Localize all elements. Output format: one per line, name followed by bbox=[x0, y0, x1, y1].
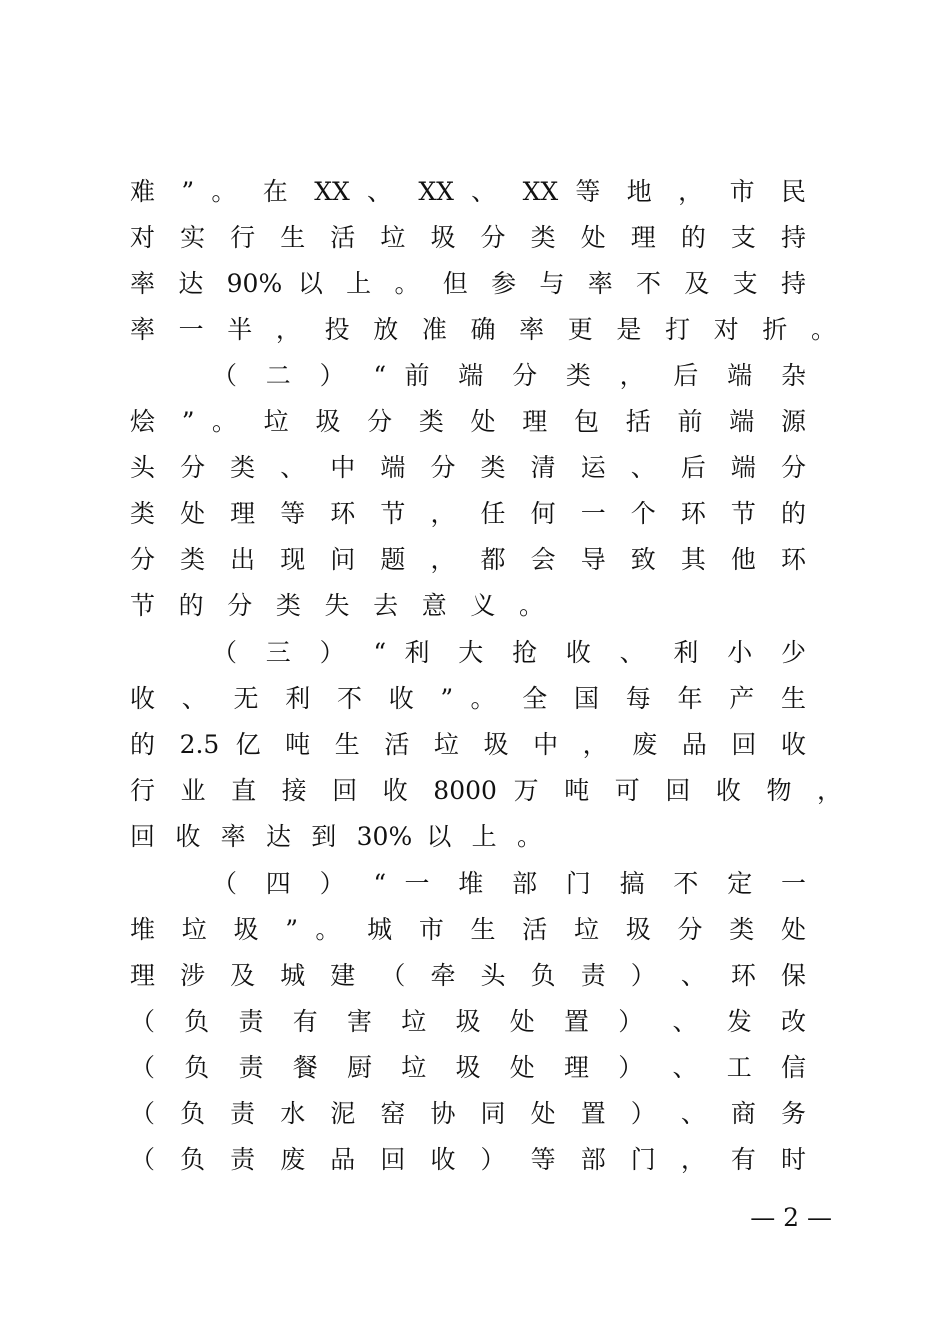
text-line: 分 类 出 现 问 题 ， 都 会 导 致 其 他 环 bbox=[130, 545, 806, 574]
text-line: （ 负 责 废 品 回 收 ） 等 部 门 ， 有 时 bbox=[130, 1145, 806, 1174]
page-number: — 2 — bbox=[750, 1203, 832, 1232]
text-line: 率 达 90% 以 上 。 但 参 与 率 不 及 支 持 bbox=[130, 269, 806, 298]
section-heading-line: （ 四 ） “ 一 堆 部 门 搞 不 定 一 bbox=[212, 869, 806, 898]
section-heading-line: （ 三 ） “ 利 大 抢 收 、 利 小 少 bbox=[212, 638, 806, 667]
text-line: 难 ” 。 在 XX 、 XX 、 XX 等 地 ， 市 民 bbox=[130, 177, 806, 206]
text-line: 收 、 无 利 不 收 ” 。 全 国 每 年 产 生 bbox=[130, 684, 806, 713]
text-line: 理 涉 及 城 建 （ 牵 头 负 责 ） 、 环 保 bbox=[130, 961, 806, 990]
text-line: （ 负 责 有 害 垃 圾 处 置 ） 、 发 改 bbox=[130, 1007, 806, 1036]
text-line: 率 一 半 ， 投 放 准 确 率 更 是 打 对 折 。 bbox=[130, 315, 836, 344]
text-line: 烩 ” 。 垃 圾 分 类 处 理 包 括 前 端 源 bbox=[130, 407, 806, 436]
text-line: 堆 垃 圾 ” 。 城 市 生 活 垃 圾 分 类 处 bbox=[130, 915, 806, 944]
text-line: 回 收 率 达 到 30% 以 上 。 bbox=[130, 822, 542, 851]
text-line: （ 负 责 餐 厨 垃 圾 处 理 ） 、 工 信 bbox=[130, 1053, 806, 1082]
text-line: 类 处 理 等 环 节 ， 任 何 一 个 环 节 的 bbox=[130, 499, 806, 528]
text-line: 头 分 类 、 中 端 分 类 清 运 、 后 端 分 bbox=[130, 453, 806, 482]
text-line: （ 负 责 水 泥 窑 协 同 处 置 ） 、 商 务 bbox=[130, 1099, 806, 1128]
text-line: 对 实 行 生 活 垃 圾 分 类 处 理 的 支 持 bbox=[130, 223, 806, 252]
text-line: 节 的 分 类 失 去 意 义 。 bbox=[130, 591, 544, 620]
text-line: 的 2.5 亿 吨 生 活 垃 圾 中 ， 废 品 回 收 bbox=[130, 730, 806, 759]
section-heading-line: （ 二 ） “ 前 端 分 类 ， 后 端 杂 bbox=[212, 361, 806, 390]
text-line: 行 业 直 接 回 收 8000 万 吨 可 回 收 物 ， bbox=[130, 776, 842, 805]
